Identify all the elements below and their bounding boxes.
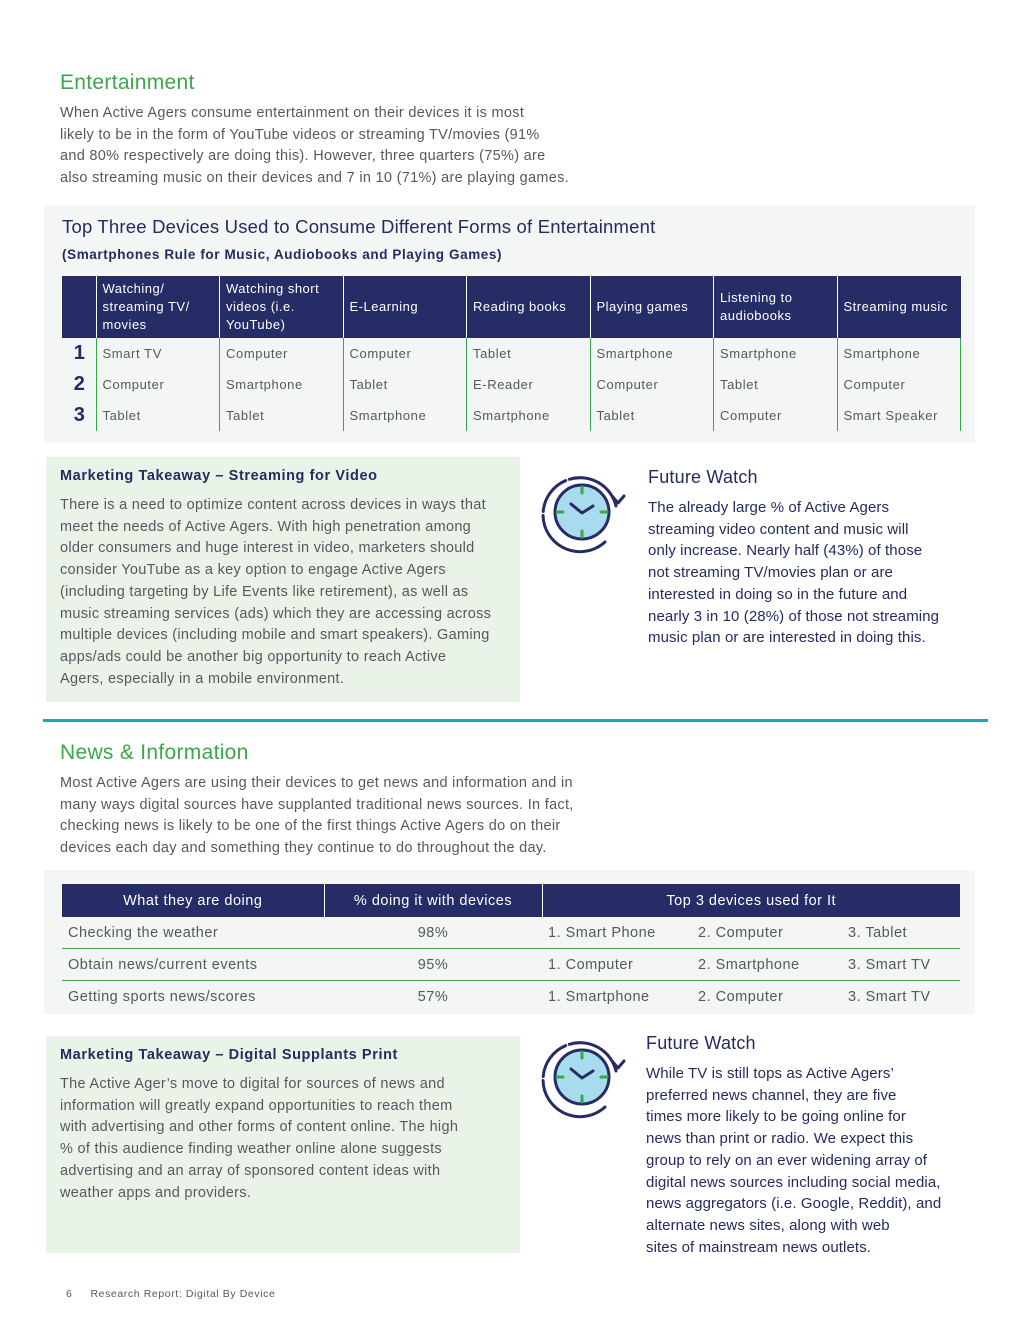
text-line: weather apps and providers. xyxy=(60,1184,252,1201)
device-cell: 2. Computer xyxy=(692,917,842,949)
percent-cell: 57% xyxy=(417,988,449,1005)
column-header: Streaming music xyxy=(837,276,961,338)
table-cell: Smartphone xyxy=(343,400,467,431)
text-line: There is a need to optimize content across devices in ways that xyxy=(60,497,486,513)
table-cell: Tablet xyxy=(96,400,220,431)
marketing-takeaway-body xyxy=(60,495,510,690)
text-line: only increase. Nearly half (43%) of those xyxy=(648,542,923,560)
marketing-takeaway-title: Marketing Takeaway – Digital Supplants Print xyxy=(60,1047,398,1063)
table-cell: Smart TV xyxy=(96,338,220,369)
table-cell: Smartphone xyxy=(590,338,714,369)
device-cell: 3. Tablet xyxy=(842,917,960,949)
table-cell: Tablet xyxy=(467,338,591,369)
column-header: Top 3 devices used for It xyxy=(542,884,960,917)
text-line: many ways digital sources have supplanted traditional news sources. In fact, xyxy=(60,796,574,813)
activity-cell: Checking the weather xyxy=(62,917,324,949)
news-paragraph xyxy=(60,773,620,860)
activity-cell: Getting sports news/scores xyxy=(68,988,256,1005)
table-cell: Computer xyxy=(590,369,714,400)
table-cell: Computer xyxy=(343,338,467,369)
column-header: % doing it with devices xyxy=(324,884,542,917)
column-header: E-Learning xyxy=(343,276,467,338)
table-header-row xyxy=(62,884,960,917)
text-line: not streaming TV/movies plan or are xyxy=(648,564,894,582)
future-watch-title: Future Watch xyxy=(648,467,758,487)
rank-number: 3 xyxy=(73,404,86,426)
text-line: multiple devices (including mobile and smart speakers). Gaming xyxy=(60,627,490,644)
text-line: While TV is still tops as Active Agers’ xyxy=(646,1065,894,1082)
table-cell: Tablet xyxy=(714,369,838,400)
text-line: devices each day and something they continue to do throughout the day. xyxy=(60,840,547,857)
device-cell: 1. Smart Phone xyxy=(542,917,692,949)
table-row xyxy=(62,338,961,369)
table-cell: Computer xyxy=(220,338,344,369)
text-line: digital news sources including social media, xyxy=(646,1173,941,1191)
column-header: Watching/ streaming TV/ movies xyxy=(96,276,220,338)
text-line: older consumers and huge interest in video, marketers should xyxy=(60,540,475,557)
column-header: Watching short videos (i.e. YouTube) xyxy=(220,276,344,338)
text-line: meet the needs of Active Agers. With high penetration among xyxy=(60,518,472,535)
text-line: also streaming music on their devices and 7 in 10 (71%) are playing games. xyxy=(60,170,570,187)
clock-icon xyxy=(538,1033,628,1123)
column-header: Reading books xyxy=(467,276,591,338)
page-footer xyxy=(66,1288,293,1300)
devices-table-subtitle: (Smartphones Rule for Music, Audiobooks and Playing Games) xyxy=(62,247,503,262)
table-cell: E-Reader xyxy=(467,369,591,400)
footer-title: Research Report: Digital By Device xyxy=(90,1288,276,1300)
table-cell: Smartphone xyxy=(714,338,838,369)
page-number: 6 xyxy=(66,1288,73,1300)
text-line: and 80% respectively are doing this). However, three quarters (75%) are xyxy=(60,148,546,165)
text-line: alternate news sites, along with web xyxy=(646,1216,890,1234)
table-cell: Smartphone xyxy=(467,400,591,431)
future-watch-body xyxy=(648,497,978,649)
text-line: music streaming services (ads) which they are accessing across xyxy=(60,605,492,622)
text-line: streaming video content and music will xyxy=(648,520,909,538)
text-line: likely to be in the form of YouTube videos or streaming TV/movies (91% xyxy=(60,126,540,143)
text-line: apps/ads could be another big opportunity to reach Active xyxy=(60,648,447,665)
text-line: The Active Ager’s move to digital for sources of news and xyxy=(60,1076,445,1092)
table-row xyxy=(62,917,960,949)
table-cell: Tablet xyxy=(220,400,344,431)
table-row xyxy=(62,949,960,981)
table-row xyxy=(62,369,961,400)
device-cell: 1. Smartphone xyxy=(548,988,650,1005)
table-cell: Computer xyxy=(96,369,220,400)
table-cell: Smart Speaker xyxy=(837,400,961,431)
future-watch-title: Future Watch xyxy=(646,1033,756,1053)
rank-number: 2 xyxy=(73,373,86,395)
devices-table-title: Top Three Devices Used to Consume Different Forms of Entertainment xyxy=(62,216,656,237)
table-header-row xyxy=(62,276,961,338)
table-cell: Smartphone xyxy=(220,369,344,400)
table-cell: Smartphone xyxy=(837,338,961,369)
text-line: times more likely to be going online for xyxy=(646,1108,906,1126)
text-line: preferred news channel, they are five xyxy=(646,1086,897,1104)
text-line: with advertising and other forms of content online. The high xyxy=(60,1119,459,1136)
column-header: What they are doing xyxy=(62,884,324,917)
text-line: When Active Agers consume entertainment on their devices it is most xyxy=(60,105,525,121)
news-table xyxy=(62,884,960,1012)
text-line: nearly 3 in 10 (28%) of those not streaming xyxy=(648,607,940,625)
text-line: advertising and an array of sponsored content ideas with xyxy=(60,1162,441,1179)
text-line: Most Active Agers are using their devices to get news and information and in xyxy=(60,775,573,791)
percent-cell: 95% xyxy=(324,949,542,981)
text-line: information will greatly expand opportunities to reach them xyxy=(60,1097,453,1114)
rank-number: 1 xyxy=(73,342,86,364)
text-line: group to rely on an ever widening array of xyxy=(646,1151,928,1169)
section-divider xyxy=(43,719,988,722)
text-line: checking news is likely to be one of the first things Active Agers do on their xyxy=(60,818,561,835)
percent-cell: 98% xyxy=(324,917,542,949)
news-heading: News & Information xyxy=(60,741,249,764)
activity-cell: Obtain news/current events xyxy=(62,949,324,981)
table-cell: Tablet xyxy=(343,369,467,400)
text-line: news than print or radio. We expect this xyxy=(646,1130,914,1148)
text-line: Agers, especially in a mobile environment. xyxy=(60,670,345,687)
text-line: music plan or are interested in doing this. xyxy=(648,629,926,647)
table-cell: Computer xyxy=(837,369,961,400)
table-row xyxy=(62,400,961,431)
text-line: sites of mainstream news outlets. xyxy=(646,1238,872,1256)
marketing-takeaway-title: Marketing Takeaway – Streaming for Video xyxy=(60,468,378,484)
marketing-takeaway-body xyxy=(60,1074,510,1204)
device-cell: 2. Smartphone xyxy=(692,949,842,981)
rank-header xyxy=(62,276,96,338)
table-cell: Tablet xyxy=(590,400,714,431)
device-cell: 3. Smart TV xyxy=(848,988,931,1005)
column-header: Playing games xyxy=(590,276,714,338)
text-line: (including targeting by Life Events like retirement), as well as xyxy=(60,583,469,600)
device-cell: 3. Smart TV xyxy=(842,949,960,981)
entertainment-paragraph xyxy=(60,103,620,190)
device-cell: 2. Computer xyxy=(698,988,784,1005)
future-watch-body xyxy=(646,1063,991,1258)
table-cell: Computer xyxy=(714,400,838,431)
clock-icon xyxy=(538,468,628,558)
device-cell: 1. Computer xyxy=(542,949,692,981)
devices-table xyxy=(62,276,961,431)
text-line: interested in doing so in the future and xyxy=(648,585,908,603)
table-row xyxy=(62,981,960,1013)
text-line: news aggregators (i.e. Google, Reddit), and xyxy=(646,1195,942,1213)
column-header: Listening to audiobooks xyxy=(714,276,838,338)
text-line: consider YouTube as a key option to engage Active Agers xyxy=(60,562,446,579)
text-line: The already large % of Active Agers xyxy=(648,499,890,516)
entertainment-heading: Entertainment xyxy=(60,71,195,94)
text-line: % of this audience finding weather online alone suggests xyxy=(60,1141,442,1158)
